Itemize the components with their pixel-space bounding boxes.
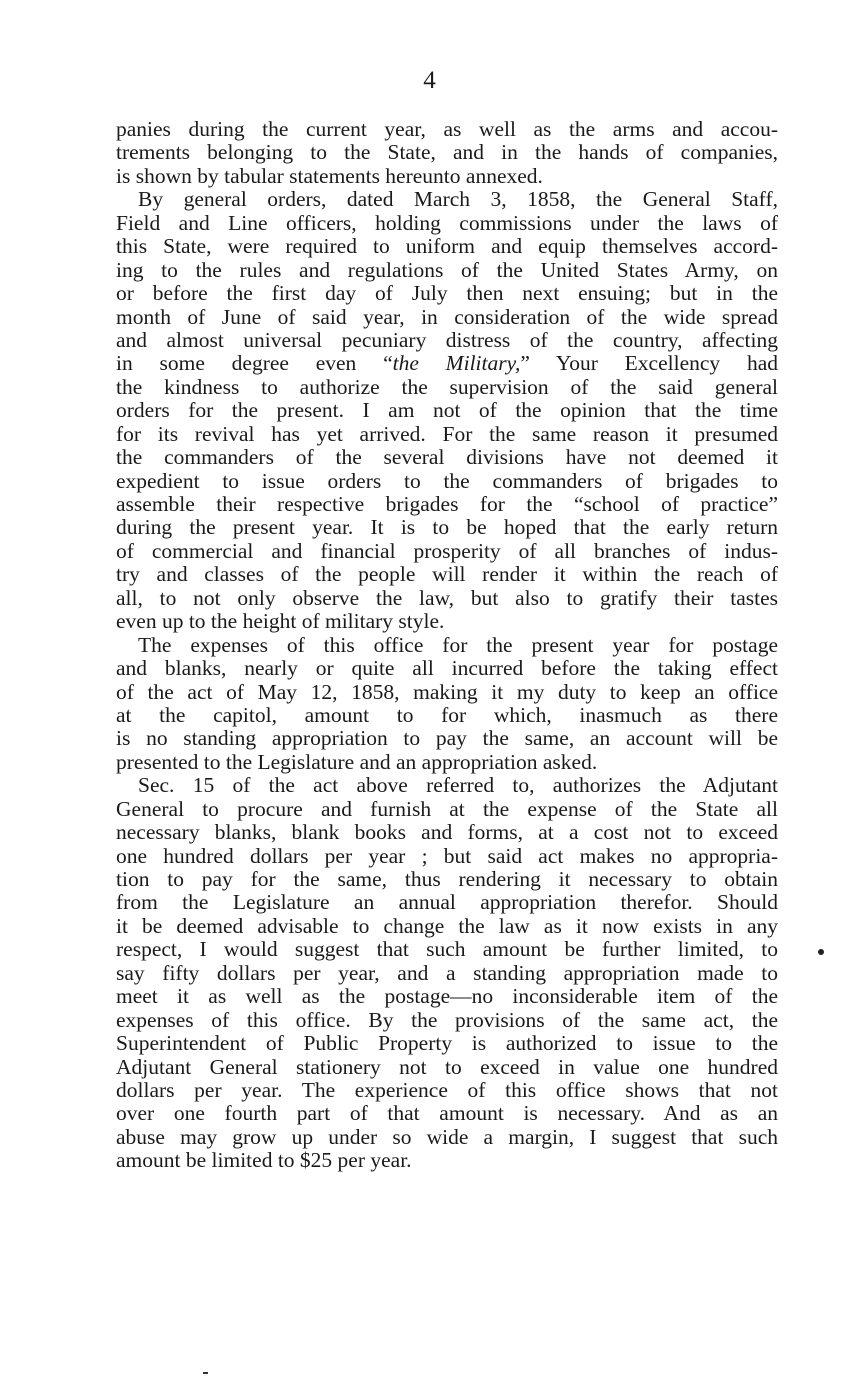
text-line: the commanders of the several divisions have not deemed it <box>116 445 778 470</box>
bottom-ink-mark <box>203 1372 208 1374</box>
text-line: say fifty dollars per year, and a standing appropriation made to <box>116 960 778 985</box>
text-line: dollars per year. The experience of this office shows that not <box>116 1077 778 1102</box>
text-line: expedient to issue orders to the commanders of brigades to <box>116 468 778 493</box>
text-line: at the capitol, amount to for which, inasmuch as there <box>116 702 778 727</box>
text-line: in some degree even “the Military,” Your Excellency had <box>116 351 778 376</box>
text-line: General to procure and furnish at the expense of the State all <box>116 796 778 821</box>
margin-ink-dot <box>818 949 824 955</box>
text-line: this State, were required to uniform and equip themselves accord- <box>116 234 778 259</box>
text-line: orders for the present. I am not of the opinion that the time <box>116 398 778 423</box>
text-line: assemble their respective brigades for the “school of practice” <box>116 492 778 516</box>
text-line: of the act of May 12, 1858, making it my duty to keep an office <box>116 679 778 704</box>
text-line: and blanks, nearly or quite all incurred before the taking effect <box>116 656 778 681</box>
text-line: and almost universal pecuniary distress of the country, affecting <box>116 327 778 352</box>
text-line: or before the first day of July then next ensuing; but in the <box>116 281 778 306</box>
text-line: month of June of said year, in consideration of the wide spread <box>116 304 778 329</box>
text-line: Field and Line officers, holding commissions under the laws of <box>116 210 778 235</box>
text-line: panies during the current year, as well as the arms and accou- <box>116 117 778 141</box>
text-line: one hundred dollars per year ; but said act makes no appropria- <box>116 843 778 868</box>
text-line: expenses of this office. By the provisions of the same act, the <box>116 1007 778 1032</box>
text-line: Sec. 15 of the act above referred to, authorizes the Adjutant <box>138 773 778 798</box>
text-line: is no standing appropriation to pay the same, an account will be <box>116 726 778 751</box>
text-line: tion to pay for the same, thus rendering it necessary to obtain <box>116 867 778 891</box>
text-line: ing to the rules and regulations of the United States Army, on <box>116 257 778 282</box>
text-line: is shown by tabular statements hereunto annexed. <box>116 163 543 188</box>
italic-phrase: the Military, <box>392 351 521 376</box>
text-line: of commercial and financial prosperity of all branches of indus- <box>116 538 778 563</box>
text-line: from the Legislature an annual appropriation therefor. Should <box>116 890 778 915</box>
text-line: respect, I would suggest that such amount be further limited, to <box>116 937 778 962</box>
text-line: over one fourth part of that amount is necessary. And as an <box>116 1101 778 1126</box>
text-line: the kindness to authorize the supervision of the said general <box>116 374 778 399</box>
text-line: The expenses of this office for the present year for postage <box>138 632 778 657</box>
page-number: 4 <box>423 67 436 94</box>
text-line: all, to not only observe the law, but also to gratify their tastes <box>116 585 778 610</box>
text-line: presented to the Legislature and an appropriation asked. <box>116 749 598 774</box>
text-line: for its revival has yet arrived. For the same reason it presumed <box>116 421 778 446</box>
text-line: try and classes of the people will render it within the reach of <box>116 562 778 587</box>
text-line: By general orders, dated March 3, 1858, the General Staff, <box>138 187 778 212</box>
text-line: even up to the height of military style. <box>116 609 445 634</box>
text-line: it be deemed advisable to change the law as it now exists in any <box>116 913 778 938</box>
text-line: during the present year. It is to be hoped that the early return <box>116 515 778 540</box>
text-line: trements belonging to the State, and in the hands of companies, <box>116 140 778 165</box>
text-line: Adjutant General stationery not to exceed in value one hundred <box>116 1054 778 1079</box>
text-line: Superintendent of Public Property is authorized to issue to the <box>116 1031 778 1056</box>
text-line: necessary blanks, blank books and forms, at a cost not to exceed <box>116 820 778 845</box>
text-line: meet it as well as the postage—no inconsiderable item of the <box>116 984 778 1009</box>
text-line: amount be limited to $25 per year. <box>116 1148 412 1173</box>
text-line: abuse may grow up under so wide a margin, I suggest that such <box>116 1124 778 1149</box>
body-text <box>116 118 778 1173</box>
